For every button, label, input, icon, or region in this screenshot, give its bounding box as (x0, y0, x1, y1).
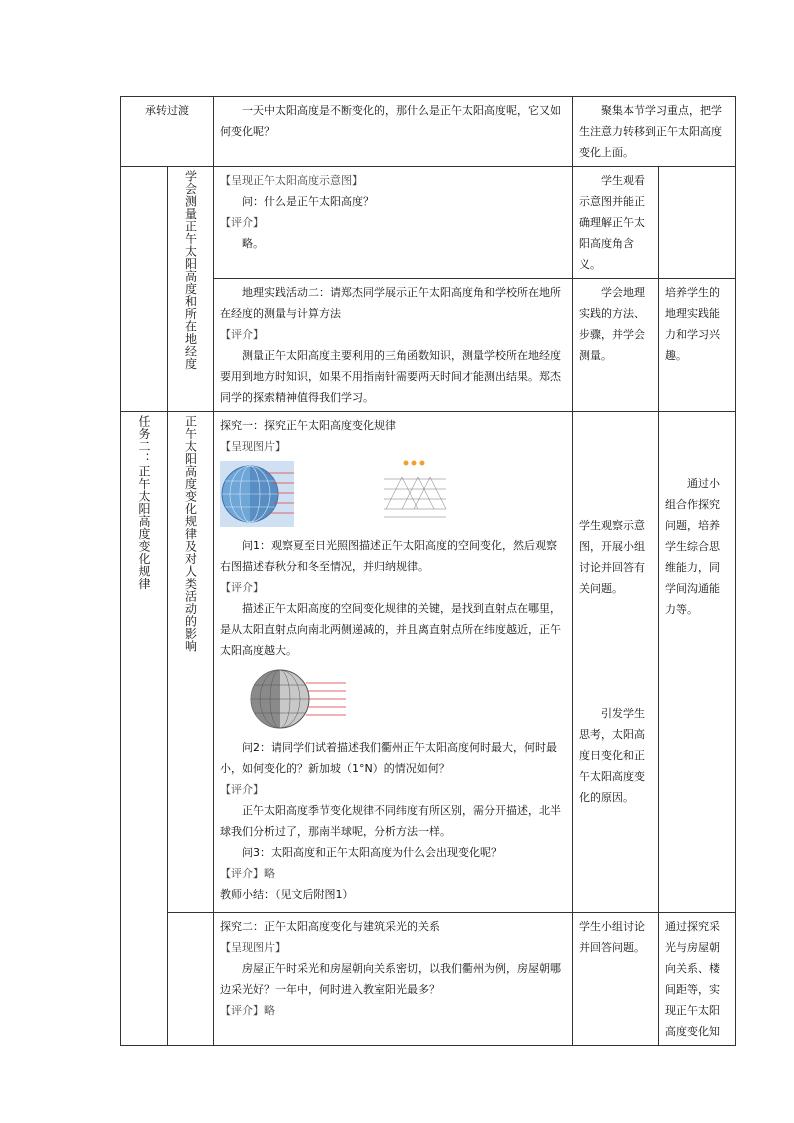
task1-part1-student: 学生观看示意图并能正确理解正午太阳高度角含义。 (573, 167, 659, 279)
task1-row-a (121, 167, 736, 279)
globe-sunlight-image (220, 461, 294, 527)
task1-empty-cell (121, 167, 168, 412)
task1-part2-content: 地理实践活动二：请郑杰同学展示正午太阳高度角和学校所在地所在经度的测量与计算方法 【评介】 测量正午太阳高度主要利用的三角函数知识，测量学校所在地经度要用到地方时知识，如果不用指南针需要两天时间才能测出结果。郑杰同学的探索精神值得我们学习。 (214, 279, 573, 412)
task1-part2-student: 学会地理实践的方法、步骤，并学会测量。 (573, 279, 659, 412)
task1-row-b (121, 279, 736, 412)
sun-angle-diagram-image (380, 459, 452, 523)
explore2-student: 学生小组讨论并回答问题。 (573, 913, 659, 1046)
task1-part1-purpose (659, 167, 736, 279)
transition-label: 承转过渡 (121, 97, 214, 167)
transition-student: 聚集本节学习重点，把学生注意力转移到正午太阳高度变化上面。 (573, 97, 736, 167)
explore2-content: 探究二：正午太阳高度变化与建筑采光的关系 【呈现图片】 房屋正午时采光和房屋朝向关系密切，以我们衢州为例，房屋朝哪边采光好？一年中，何时进入教室阳光最多？ 【评介】略 (214, 913, 573, 1046)
explore1-content: 探究一：探究正午太阳高度变化规律 【呈现图片】 问1：观察夏至日光照图描述正午太阳高度的空间变化，然后观察右图描述春秋分和冬至情况，并归纳规律。 【评介】 描述正午太阳高度的空间变化规律的关键，是找到直射点在哪里，是从太阳直射点向南北两侧递减的，并且离直射点所在纬度越近，正午太阳高度越大。 问2：请同学们试着描述我们衢州正午太阳高度何时最大，何时最小，如何变化的？新加坡（1°N）的情况如何？ 【评介】 正午太阳高度季节变化规律不同纬度有所区别，需分开描述，北半球我们分析过了，那南半球呢，分析方法一样。 问3：太阳高度和正午太阳高度为什么会出现变化呢？ 【评介】略 教师小结：（见文后附图1） (214, 412, 573, 913)
task2-row-b (121, 913, 736, 1046)
task2-label: 任务二：正午太阳高度变化规律 (121, 412, 168, 1046)
task1-part1-content: 【呈现正午太阳高度示意图】 问：什么是正午太阳高度？ 【评介】 略。 (214, 167, 573, 279)
explore1-images (220, 457, 566, 535)
lesson-plan-table (120, 96, 736, 1046)
earth-direct-sunlight-image (250, 667, 346, 731)
explore1-student: 学生观察示意图，开展小组讨论并回答有关问题。 引发学生思考，太阳高度日变化和正午太阳高度变化的原因。 (573, 412, 659, 913)
transition-content: 一天中太阳高度是不断变化的，那什么是正午太阳高度呢，它又如何变化呢？ (214, 97, 573, 167)
explore2-empty-cell (168, 913, 214, 1046)
task1-subtask: 学会测量正午太阳高度和所在地经度 (168, 167, 214, 412)
explore2-purpose: 通过探究采光与房屋朝向关系、楼间距等，实现正午太阳高度变化知 (659, 913, 736, 1046)
task1-part2-purpose: 培养学生的地理实践能力和学习兴趣。 (659, 279, 736, 412)
task2-subtask: 正午太阳高度变化规律及对人类活动的影响 (168, 412, 214, 913)
task2-row-a (121, 412, 736, 913)
transition-row (121, 97, 736, 167)
explore1-purpose: 通过小组合作探究问题，培养学生综合思维能力，同学间沟通能力等。 (659, 412, 736, 913)
